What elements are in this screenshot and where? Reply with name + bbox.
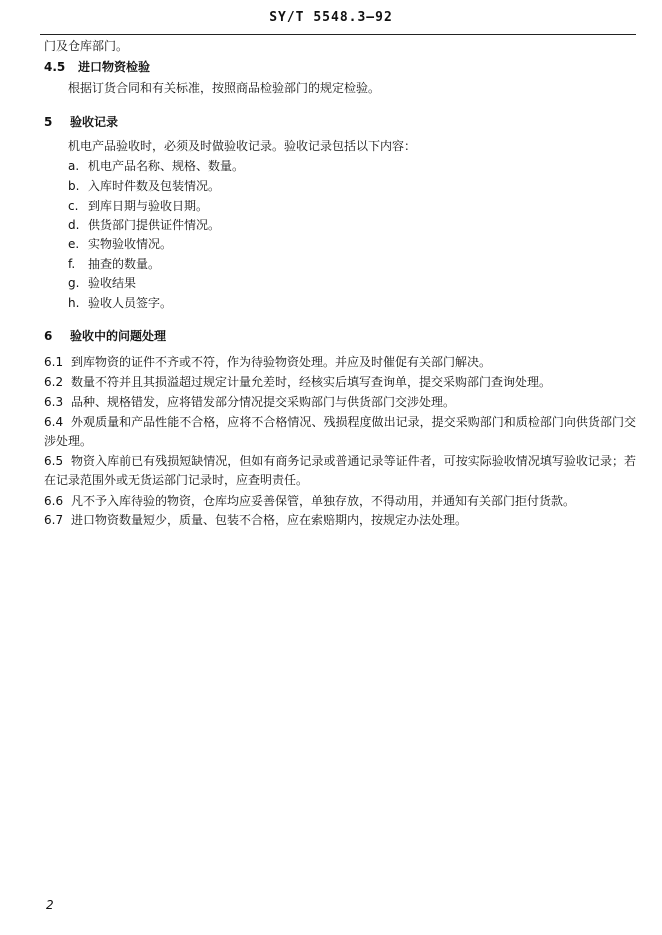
clause-6-2: 6.2 数量不符并且其损溢超过规定计量允差时，经核实后填写查询单，提交采购部门查询处理。	[44, 375, 552, 389]
continued-text: 门及仓库部门。	[44, 39, 129, 53]
section-4-5-heading	[44, 59, 150, 75]
list-item: g. 验收结果	[68, 276, 137, 290]
list-item: d. 供货部门提供证件情况。	[68, 218, 221, 232]
section-6-heading	[44, 328, 166, 344]
section-number: 4.5	[44, 60, 66, 74]
section-number: 6	[44, 329, 53, 343]
list-item: b. 入库时件数及包装情况。	[68, 179, 221, 193]
section-4-5-text: 根据订货合同和有关标准，按照商品检验部门的规定检验。	[68, 81, 381, 95]
section-number: 5	[44, 115, 53, 129]
page-number: 2	[46, 898, 54, 912]
section-title: 验收记录	[70, 115, 119, 129]
list-item: c. 到库日期与验收日期。	[68, 199, 209, 213]
document-code-header: SY/T 5548.3—92	[269, 10, 393, 25]
list-item: h. 验收人员签字。	[68, 296, 173, 310]
clause-6-1: 6.1 到库物资的证件不齐或不符，作为待验物资处理。并应及时催促有关部门解决。	[44, 355, 492, 369]
list-item: f. 抽查的数量。	[68, 257, 161, 271]
section-5-intro: 机电产品验收时，必须及时做验收记录。验收记录包括以下内容：	[68, 139, 417, 153]
section-title: 进口物资检验	[78, 60, 151, 74]
header-rule	[40, 34, 636, 35]
clause-6-4: 6.4 外观质量和产品性能不合格，应将不合格情况、残损程度做出记录，提交采购部门和质检部门向供货部门交涉处理。	[44, 415, 636, 448]
clause-6-6: 6.6 凡不予入库待验的物资，仓库均应妥善保管，单独存放，不得动用，并通知有关部门拒付货款。	[44, 494, 576, 508]
clause-6-3: 6.3 品种、规格错发，应将错发部分情况提交采购部门与供货部门交涉处理。	[44, 395, 456, 409]
clause-6-7: 6.7 进口物资数量短少，质量、包装不合格，应在索赔期内，按规定办法处理。	[44, 513, 468, 527]
list-item: a. 机电产品名称、规格、数量。	[68, 159, 245, 173]
section-title: 验收中的问题处理	[70, 329, 167, 343]
clause-6-5: 6.5 物资入库前已有残损短缺情况，但如有商务记录或普通记录等证件者，可按实际验收情况填写验收记录；若在记录范围外或无货运部门记录时，应查明责任。	[44, 454, 636, 487]
section-5-heading	[44, 114, 118, 130]
list-item: e. 实物验收情况。	[68, 237, 173, 251]
